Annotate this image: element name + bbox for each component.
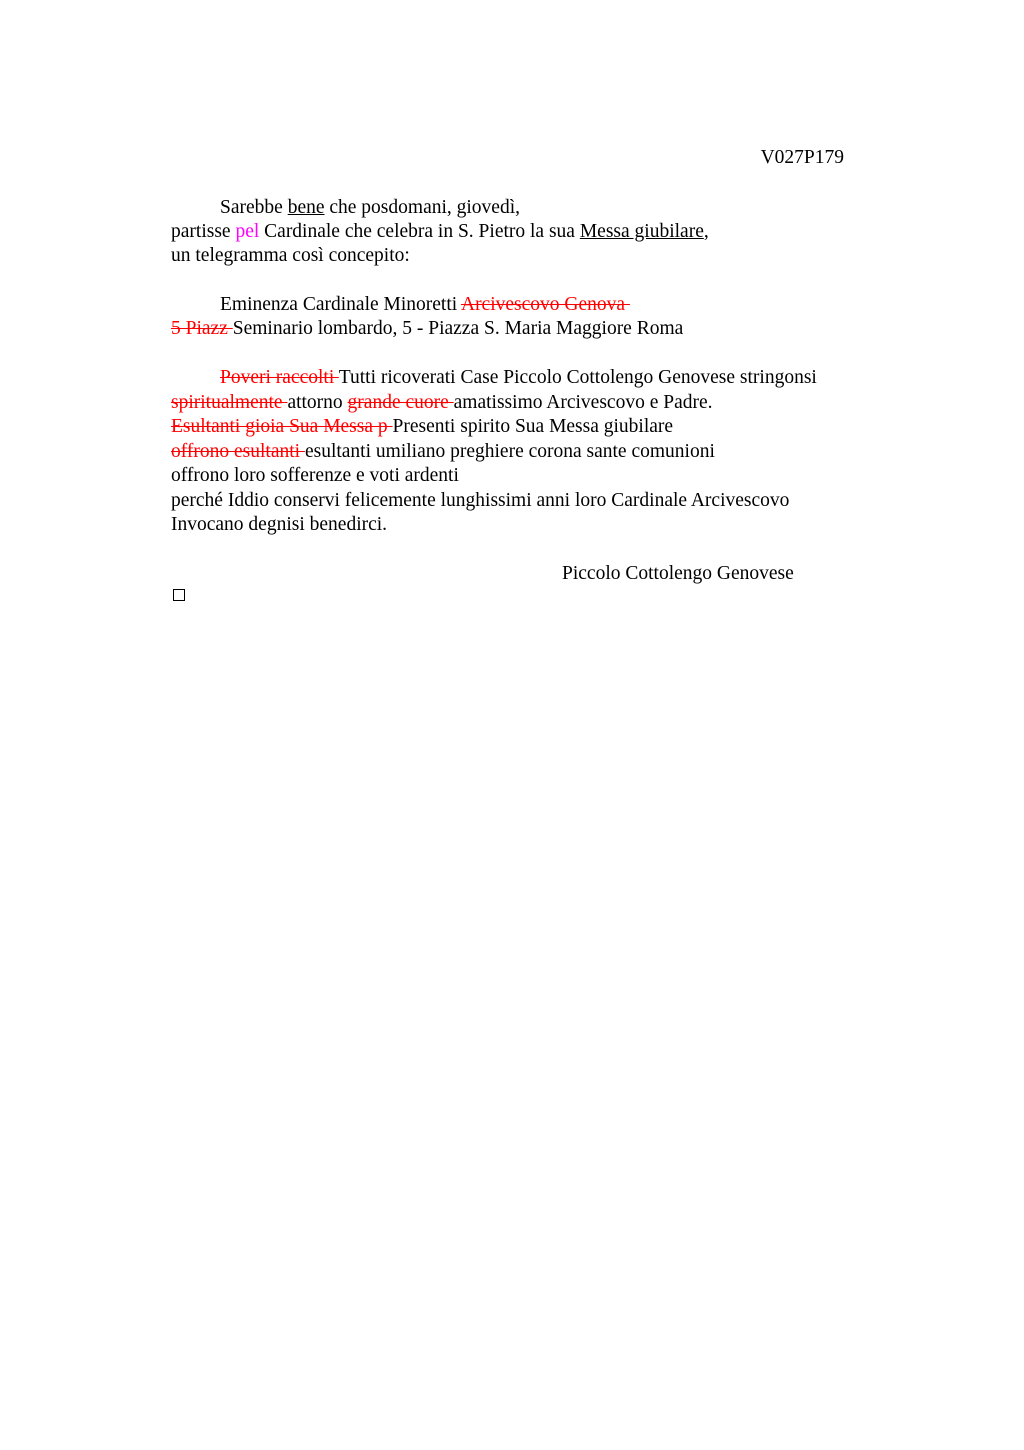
text-segment: esultanti umiliano preghiere corona sante comunioni: [304, 441, 715, 462]
underlined-word: bene: [287, 197, 325, 218]
deleted-text: grande cuore: [347, 392, 454, 413]
text-segment: Seminario lombardo, 5 - Piazza S. Maria Maggiore Roma: [232, 318, 684, 339]
deleted-text: Arcivescovo Genova: [460, 294, 630, 315]
text-segment: attorno: [287, 392, 348, 413]
text-segment: partisse: [171, 221, 236, 242]
underlined-phrase: Messa giubilare: [579, 221, 704, 242]
text-segment: ,: [703, 221, 709, 242]
address-line-1: [220, 293, 630, 317]
deleted-text: offrono esultanti: [171, 441, 305, 462]
text-segment: amatissimo Arcivescovo e Padre.: [453, 392, 713, 413]
signature: Piccolo Cottolengo Genovese: [562, 563, 794, 584]
text-segment: Cardinale che celebra in S. Pietro la sua: [259, 221, 580, 242]
deleted-text: 5 Piazz: [171, 318, 233, 339]
telegram-line-5: offrono loro sofferenze e voti ardenti: [171, 465, 459, 486]
telegram-line-1: [220, 366, 817, 390]
highlighted-word: pel: [235, 221, 260, 242]
telegram-line-7: Invocano degnisi benedirci.: [171, 514, 388, 535]
intro-line-1: [220, 196, 520, 220]
reference-code: V027P179: [760, 147, 844, 168]
text-segment: Tutti ricoverati Case Piccolo Cottolengo Genovese stringonsi: [338, 367, 817, 388]
intro-line-3: un telegramma così concepito:: [171, 245, 410, 266]
telegram-line-3: [171, 415, 673, 439]
telegram-line-4: [171, 440, 715, 464]
text-segment: Eminenza Cardinale Minoretti: [220, 294, 461, 315]
telegram-line-6: perché Iddio conservi felicemente lunghissimi anni loro Cardinale Arcivescovo: [171, 490, 790, 511]
telegram-line-2: [171, 391, 713, 415]
intro-line-2: [171, 220, 709, 244]
text-segment: che posdomani, giovedì,: [324, 197, 521, 218]
deleted-text: spiritualmente: [171, 392, 288, 413]
address-line-2: [171, 317, 683, 341]
checkbox-square-icon: [173, 589, 185, 601]
text-segment: Sarebbe: [220, 197, 288, 218]
text-segment: Presenti spirito Sua Messa giubilare: [392, 416, 674, 437]
deleted-text: Esultanti gioia Sua Messa p: [171, 416, 393, 437]
deleted-text: Poveri raccolti: [220, 367, 339, 388]
